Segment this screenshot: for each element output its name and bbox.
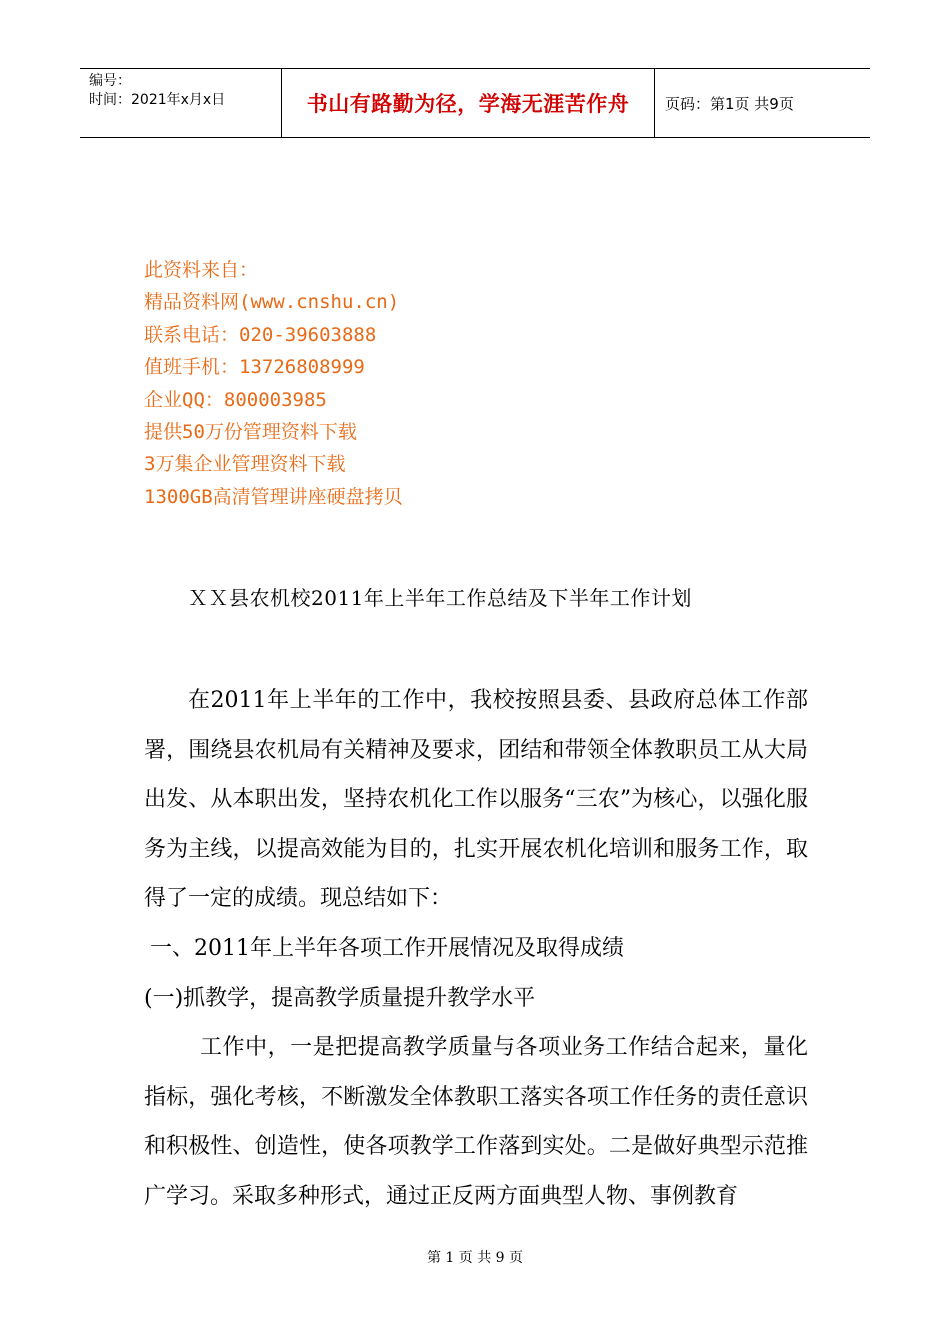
source-line: 值班手机：13726808999: [144, 356, 365, 379]
source-line: 提供50万份管理资料下载: [144, 421, 357, 444]
document-title: ＸＸ县农机校2011年上半年工作总结及下半年工作计划: [188, 586, 692, 610]
source-info: [144, 254, 403, 513]
time-label: 时间：2021年x月x日: [89, 92, 226, 108]
document-header: [80, 68, 870, 138]
page-footer: 第 1 页 共 9 页: [426, 1250, 524, 1266]
subsection-heading: (一)抓教学，提高教学质量提升教学水平: [144, 985, 536, 1011]
source-line: 1300GB高清管理讲座硬盘拷贝: [144, 485, 403, 508]
header-motto: 书山有路勤为径，学海无涯苦作舟: [281, 69, 655, 137]
document-body: [144, 676, 808, 1222]
source-line: 精品资料网(www.cnshu.cn): [144, 291, 400, 314]
number-label: 编号：: [89, 73, 131, 89]
header-page-info: 页码：第1页 共9页: [665, 94, 794, 113]
intro-paragraph: 在2011年上半年的工作中，我校按照县委、县政府总体工作部署，围绕县农机局有关精神及要求，团结和带领全体教职员工从大局出发、从本职出发，坚持农机化工作以服务“三农”为核心，以强化服务为主线，以提高效能为目的，扎实开展农机化培训和服务工作，取得了一定的成绩。现总结如下：: [144, 688, 808, 912]
source-line: 此资料来自：: [144, 259, 259, 281]
header-meta: [80, 69, 281, 137]
section-heading: 一、2011年上半年各项工作开展情况及取得成绩: [150, 935, 624, 961]
source-line: 联系电话：020-39603888: [144, 323, 377, 346]
source-line: 3万集企业管理资料下载: [144, 453, 346, 476]
body-paragraph: 工作中，一是把提高教学质量与各项业务工作结合起来，量化指标，强化考核，不断激发全体教职工落实各项工作任务的责任意识和积极性、创造性，使各项教学工作落到实处。二是做好典型示范推广学习。采取多种形式，通过正反两方面典型人物、事例教育: [144, 1035, 808, 1209]
source-line: 企业QQ：800003985: [144, 388, 327, 411]
